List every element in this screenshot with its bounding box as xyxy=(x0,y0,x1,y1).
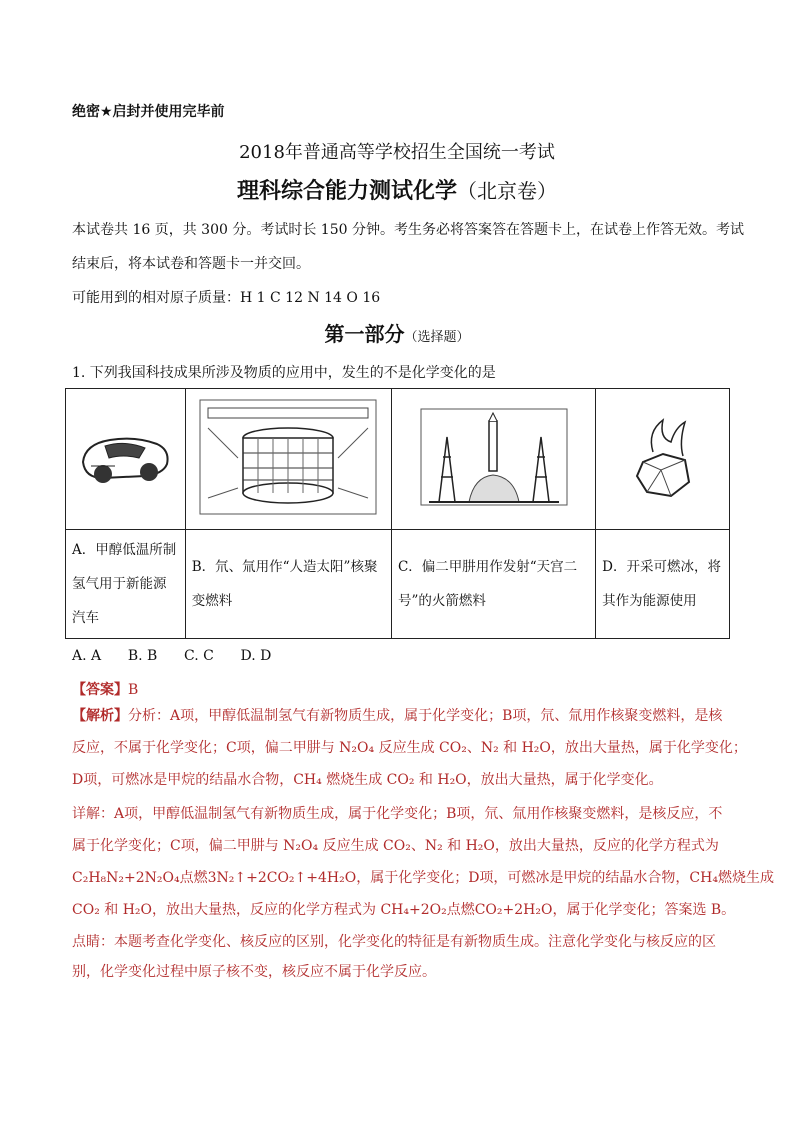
analysis-line-3: D项，可燃冰是甲烷的结晶水合物，CH₄ 燃烧生成 CO₂ 和 H₂O，放出大量热，属于化学变化。 xyxy=(72,772,663,788)
part-title: 第一部分 xyxy=(324,322,405,346)
analysis-line-2: 反应，不属于化学变化；C项，偏二甲肼与 N₂O₄ 反应生成 CO₂、N₂ 和 H₂O，放出大量热，属于化学变化； xyxy=(72,740,747,756)
answer-label: 【答案】 xyxy=(72,682,128,698)
paper-title xyxy=(0,174,794,205)
detail-line-1: 详解：A项，甲醇低温制氢气有新物质生成，属于化学变化；B项，氘、氚用作核聚变燃料，是核反应，不 xyxy=(72,806,723,822)
options-text-row xyxy=(66,530,730,639)
part-heading xyxy=(0,318,794,347)
analysis-label: 【解析】 xyxy=(72,708,128,724)
option-d-image-cell xyxy=(596,389,730,530)
part-subtitle: （选择题） xyxy=(404,330,470,345)
option-b-text: B．氘、氚用作“人造太阳”核聚变燃料 xyxy=(185,530,391,639)
answer-line xyxy=(72,680,138,700)
intro-line-1: 本试卷共 16 页，共 300 分。考试时长 150 分钟。考生务必将答案答在答题卡上，在试卷上作答无效。考试 xyxy=(72,222,744,238)
atomic-mass-line: 可能用到的相对原子质量：H 1 C 12 N 14 O 16 xyxy=(72,290,381,306)
question-stem: 1. 下列我国科技成果所涉及物质的应用中，发生的不是化学变化的是 xyxy=(72,365,496,381)
answer-choices: A. A B. B C. C D. D xyxy=(72,648,272,664)
combustible-ice-icon xyxy=(623,412,703,502)
options-image-row xyxy=(66,389,730,530)
detail-line-3: C₂H₈N₂+2N₂O₄点燃3N₂↑+2CO₂↑+4H₂O，属于化学变化；D项，可燃冰是甲烷的结晶水合物，CH₄燃烧生成 xyxy=(72,870,774,886)
tip-line-2: 别，化学变化过程中原子核不变，核反应不属于化学反应。 xyxy=(72,964,436,980)
rocket-icon xyxy=(419,407,569,507)
option-b-image-cell xyxy=(185,389,391,530)
options-table xyxy=(65,388,730,639)
confidential-mark: 绝密★启封并使用完毕前 xyxy=(72,104,225,120)
option-c-image-cell xyxy=(391,389,595,530)
intro-line-2: 结束后，将本试卷和答题卡一并交回。 xyxy=(72,256,310,272)
detail-line-2: 属于化学变化；C项，偏二甲肼与 N₂O₄ 反应生成 CO₂、N₂ 和 H₂O，放出大量热，反应的化学方程式为 xyxy=(72,838,719,854)
reactor-icon xyxy=(198,398,378,516)
paper-title-main: 理科综合能力测试化学 xyxy=(236,178,457,204)
detail-line-4: CO₂ 和 H₂O，放出大量热，反应的化学方程式为 CH₄+2O₂点燃CO₂+2H₂O，属于化学变化；答案选 B。 xyxy=(72,902,736,918)
paper-title-region: （北京卷） xyxy=(457,179,557,203)
answer-value: B xyxy=(128,682,139,698)
option-c-text: C．偏二甲肼用作发射“天宫二号”的火箭燃料 xyxy=(391,530,595,639)
analysis-line-1 xyxy=(72,706,722,726)
option-d-text: D．开采可燃冰，将其作为能源使用 xyxy=(596,530,730,639)
exam-title: 2018年普通高等学校招生全国统一考试 xyxy=(239,142,555,163)
option-a-text: A．甲醇低温所制氢气用于新能源汽车 xyxy=(66,530,186,639)
option-a-image-cell xyxy=(66,389,186,530)
car-icon xyxy=(75,422,175,492)
tip-line-1: 点睛：本题考查化学变化、核反应的区别，化学变化的特征是有新物质生成。注意化学变化与核反应的区 xyxy=(72,934,716,950)
analysis-text-1: 分析：A项，甲醇低温制氢气有新物质生成，属于化学变化；B项，氘、氚用作核聚变燃料，是核 xyxy=(128,708,723,724)
